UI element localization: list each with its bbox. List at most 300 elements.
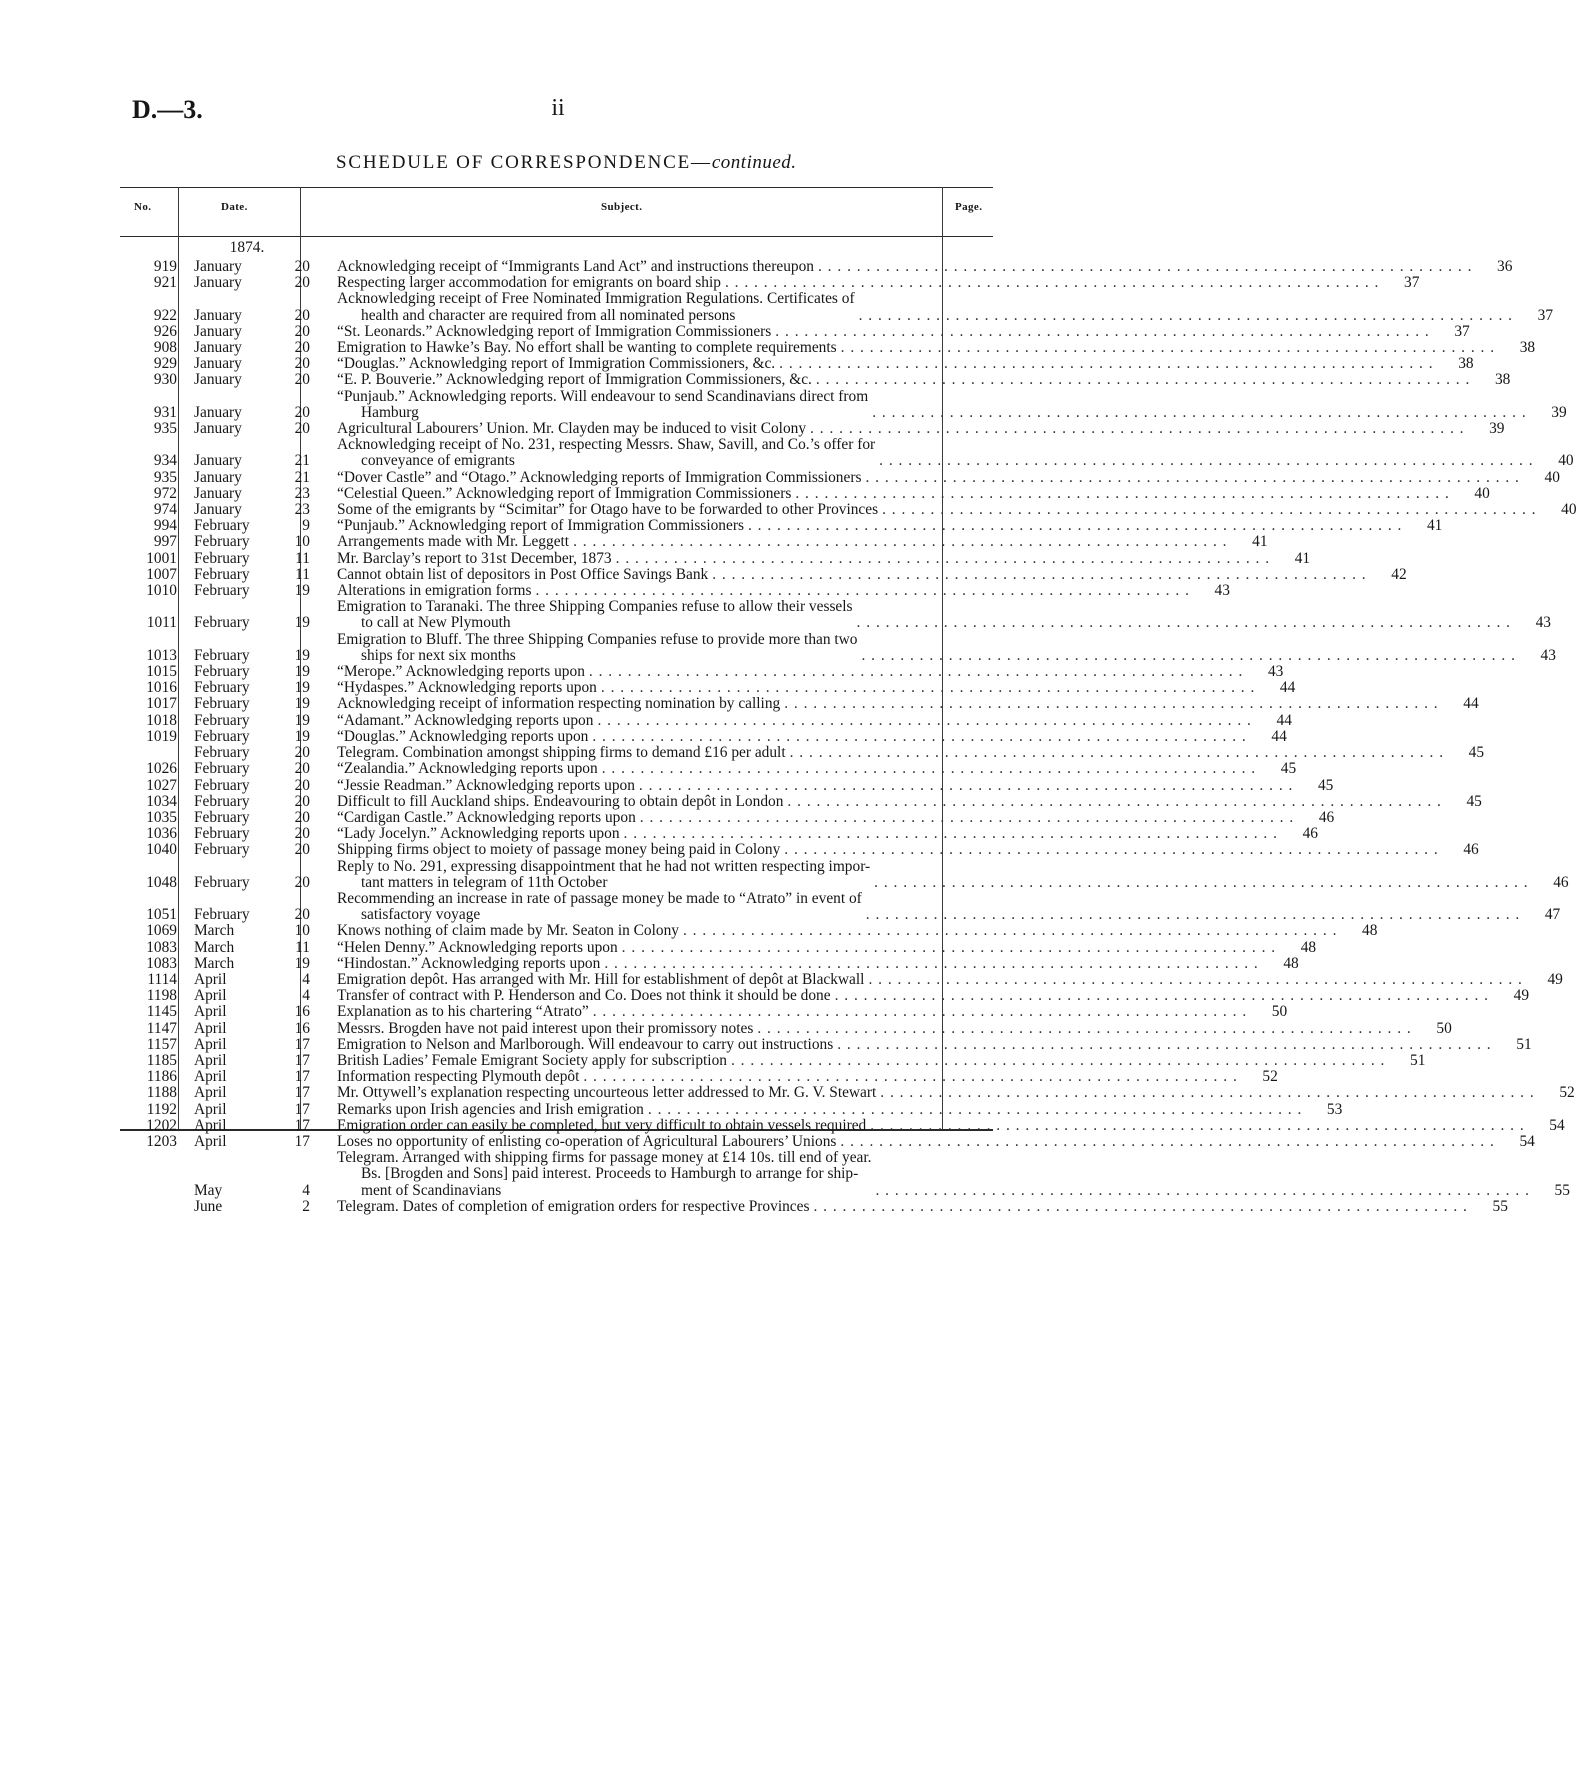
entry-month: May [194, 1181, 223, 1199]
entry-subject-line: Emigration to Hawke’s Bay. No effort shall be wanting to complete requirements [337, 339, 837, 357]
dot-leader: . . . . . . . . . . . . . . . . . . . . . . . . . . . . . . . . . . . . . . . . . . . . . . . . . . . . . . . . . . . . . . . . . . . . [840, 339, 1496, 357]
entry-subject [337, 340, 1495, 356]
table-row [132, 792, 1482, 810]
entry-month: April [194, 1035, 227, 1053]
entry-page: 54 [1519, 1132, 1535, 1150]
entry-subject-line: Emigration to Taranaki. The three Shipping Companies refuse to allow their vessels [337, 598, 853, 616]
page-title-suffix: continued. [711, 152, 797, 173]
table-row [132, 371, 1511, 389]
entry-day: 17 [294, 1116, 310, 1134]
table-row [132, 841, 1479, 859]
entry-subject-text [337, 534, 569, 550]
entry-day: 10 [294, 533, 310, 551]
table-row [132, 1068, 1278, 1086]
dot-leader: . . . . . . . . . . . . . . . . . . . . . . . . . . . . . . . . . . . . . . . . . . . . . . . . . . . . . . . . . . . . . . . . . . . . [615, 549, 1271, 567]
entry-page: 47 [1544, 906, 1561, 924]
entry-subject-line: Loses no opportunity of enlisting co-operation of Agricultural Labourers’ Unions [337, 1132, 837, 1150]
entry-subject-line: Acknowledging receipt of “Immigrants Land Act” and instructions thereupon [337, 258, 814, 275]
entry-subject-text [337, 988, 831, 1004]
entry-day: 20 [294, 306, 310, 324]
entry-month: April [194, 1084, 227, 1102]
entry-subject-line: Reply to No. 291, expressing disappointment that he had not written respecting impor- [337, 857, 871, 875]
entry-day: 19 [294, 614, 310, 632]
entry-number: 1114 [147, 970, 177, 988]
table-row [132, 549, 1311, 567]
entry-number: 908 [153, 339, 177, 357]
entry-month: January [194, 371, 242, 389]
table-row [132, 744, 1485, 762]
entry-subject-text [337, 761, 598, 777]
entry-month: February [194, 646, 250, 664]
entry-subject [337, 356, 1434, 372]
entry-month: February [194, 776, 250, 794]
dot-leader: . . . . . . . . . . . . . . . . . . . . . . . . . . . . . . . . . . . . . . . . . . . . . . . . . . . . . . . . . . . . . . . . . . . . [535, 582, 1190, 600]
entry-subject-text [337, 778, 635, 794]
entry-page: 36 [1497, 258, 1513, 275]
entry-subject-line: “Punjaub.” Acknowledging reports. Will endeavour to send Scandinavians direct from [337, 387, 869, 405]
entry-number: 1048 [146, 873, 177, 891]
entry-month: February [194, 906, 250, 924]
entry-day: 2 [302, 1197, 310, 1215]
dot-leader: . . . . . . . . . . . . . . . . . . . . . . . . . . . . . . . . . . . . . . . . . . . . . . . . . . . . . . . . . . . . . . . . . . . . [597, 711, 1252, 729]
entry-page: 40 [1474, 484, 1490, 502]
entry-day: 11 [295, 565, 310, 583]
entry-number: 1202 [146, 1116, 177, 1134]
entry-subject-line: Acknowledging receipt of No. 231, respecting Messrs. Shaw, Savill, and Co.’s offer for [337, 436, 876, 454]
year-label: 1874. [229, 239, 265, 256]
table-row [132, 630, 1556, 664]
entry-day: 20 [294, 371, 310, 389]
entry-day: 20 [294, 420, 310, 438]
entry-number: 1185 [146, 1051, 177, 1069]
entry-subject [337, 859, 1529, 891]
dot-leader: . . . . . . . . . . . . . . . . . . . . . . . . . . . . . . . . . . . . . . . . . . . . . . . . . . . . . . . . . . . . . . . . . . . . [712, 565, 1367, 583]
entry-subject-line: Explanation as to his chartering “Atrato” [337, 1003, 589, 1021]
entry-month: February [194, 695, 250, 713]
dot-leader: . . . . . . . . . . . . . . . . . . . . . . . . . . . . . . . . . . . . . . . . . . . . . . . . . . . . . . . . . . . . . . . . . . . . [621, 938, 1277, 956]
page-title [336, 152, 797, 174]
table-row [132, 533, 1268, 551]
table-row [132, 727, 1287, 745]
entry-month: April [194, 1051, 227, 1069]
entry-subject-text [337, 275, 721, 291]
entry-page: 55 [1492, 1197, 1508, 1215]
entry-day: 20 [294, 274, 310, 292]
entry-subject-line: “Jessie Readman.” Acknowledging reports upon [337, 776, 635, 794]
dot-leader: . . . . . . . . . . . . . . . . . . . . . . . . . . . . . . . . . . . . . . . . . . . . . . . . . . . . . . . . . . . . . . . . . . . . [757, 1019, 1412, 1037]
entry-page: 49 [1513, 987, 1530, 1005]
entry-month: February [194, 873, 250, 891]
entry-page: 37 [1537, 306, 1554, 324]
dot-leader: . . . . . . . . . . . . . . . . . . . . . . . . . . . . . . . . . . . . . . . . . . . . . . . . . . . . . . . . . . . . . . . . . . . . [592, 1003, 1248, 1021]
dot-leader: . . . . . . . . . . . . . . . . . . . . . . . . . . . . . . . . . . . . . . . . . . . . . . . . . . . . . . . . . . . . . . . . . . . . [817, 258, 1473, 275]
entry-number: 972 [153, 484, 177, 502]
correspondence-table [132, 239, 1577, 1215]
entry-page: 39 [1551, 403, 1567, 421]
dot-leader: . . . . . . . . . . . . . . . . . . . . . . . . . . . . . . . . . . . . . . . . . . . . . . . . . . . . . . . . . . . . . . . . . . . . [747, 517, 1403, 535]
entry-month: April [194, 1132, 227, 1150]
entry-subject-text [337, 664, 585, 680]
entry-month: April [194, 987, 227, 1005]
table-row [132, 501, 1577, 519]
entry-day: 23 [294, 501, 310, 519]
entry-month: January [194, 339, 242, 357]
entry-subject-text [337, 486, 791, 502]
entry-day: 21 [294, 452, 310, 470]
entry-subject [337, 842, 1439, 858]
entry-month: February [194, 711, 250, 729]
entry-subject-text [337, 713, 593, 729]
entry-subject [337, 534, 1228, 550]
dot-leader: . . . . . . . . . . . . . . . . . . . . . . . . . . . . . . . . . . . . . . . . . . . . . . . . . . . . . . . . . . . . . . . . . . . . [573, 533, 1228, 551]
entry-subject-line: “Lady Jocelyn.” Acknowledging reports upon [337, 825, 620, 843]
entry-number: 1007 [146, 565, 177, 583]
entry-month: June [194, 1197, 223, 1215]
page-header [0, 95, 1114, 135]
entry-subject-line: health and character are required from all nominated persons [361, 306, 736, 324]
entry-month: January [194, 468, 242, 486]
entry-subject [337, 437, 1534, 469]
entry-subject-line: Recommending an increase in rate of passage money be made to “Atrato” in event of [337, 889, 862, 907]
entry-subject-line: Messrs. Brogden have not paid interest upon their promissory notes [337, 1019, 754, 1037]
entry-day: 20 [294, 339, 310, 357]
entry-number: 922 [153, 306, 177, 324]
dot-leader: . . . . . . . . . . . . . . . . . . . . . . . . . . . . . . . . . . . . . . . . . . . . . . . . . . . . . . . . . . . . . . . . . . . . [647, 1100, 1303, 1118]
table-row [132, 1051, 1426, 1069]
entry-subject-line: “Adamant.” Acknowledging reports upon [337, 711, 594, 729]
entry-subject-line: “Zealandia.” Acknowledging reports upon [337, 760, 598, 778]
entry-month: January [194, 274, 242, 292]
entry-subject-line: “Punjaub.” Acknowledging report of Immigration Commissioners [337, 517, 744, 535]
column-header-date: Date. [221, 201, 248, 213]
entry-day: 4 [302, 970, 310, 988]
entry-subject-line: Remarks upon Irish agencies and Irish emigration [337, 1100, 644, 1118]
entry-number: 1051 [146, 906, 177, 924]
entry-day: 19 [294, 954, 310, 972]
entry-subject-text [337, 826, 620, 842]
entry-subject [337, 680, 1255, 696]
entry-day: 11 [295, 549, 310, 567]
entry-day: 19 [294, 582, 310, 600]
entry-month: February [194, 825, 250, 843]
entry-subject-line: Transfer of contract with P. Henderson and Co. Does not think it should be done [337, 987, 831, 1005]
entry-subject [337, 1102, 1302, 1118]
entry-page: 46 [1302, 825, 1318, 843]
entry-month: April [194, 1100, 227, 1118]
entry-page: 49 [1547, 970, 1563, 988]
entry-subject-text [337, 859, 870, 891]
entry-month: April [194, 1116, 227, 1134]
entry-subject [337, 324, 1430, 340]
entry-subject [337, 1118, 1525, 1134]
entry-day: 16 [294, 1003, 310, 1021]
entry-subject [337, 810, 1294, 826]
entry-subject-text [337, 794, 783, 810]
entry-page: 52 [1262, 1068, 1278, 1086]
dot-leader: . . . . . . . . . . . . . . . . . . . . . . . . . . . . . . . . . . . . . . . . . . . . . . . . . . . . . . . . . . . . . . . . . . . . [604, 954, 1259, 972]
entry-month: February [194, 727, 250, 745]
entry-subject-line: “Merope.” Acknowledging reports upon [337, 663, 585, 681]
entry-number: 1083 [146, 954, 177, 972]
dot-leader: . . . . . . . . . . . . . . . . . . . . . . . . . . . . . . . . . . . . . . . . . . . . . . . . . . . . . . . . . . . . . . . . . . . . [779, 355, 1434, 373]
table-row [132, 420, 1505, 438]
entry-month: February [194, 549, 250, 567]
entry-subject-line: Hamburg [361, 403, 419, 421]
entry-month: April [194, 1003, 227, 1021]
entry-subject [337, 696, 1439, 712]
entry-page: 45 [1280, 760, 1297, 778]
entry-subject-line: Emigration order can easily be completed, but very difficult to obtain vessels required [337, 1116, 867, 1134]
entry-number: 997 [153, 533, 177, 551]
entry-subject-line: Emigration to Bluff. The three Shipping Companies refuse to provide more than two [337, 630, 858, 648]
entry-page: 54 [1549, 1116, 1565, 1134]
entry-subject-text [337, 340, 837, 356]
dot-leader: . . . . . . . . . . . . . . . . . . . . . . . . . . . . . . . . . . . . . . . . . . . . . . . . . . . . . . . . . . . . . . . . . . . . [815, 371, 1471, 389]
table-row [132, 1149, 1570, 1199]
entry-subject-line: Acknowledging receipt of Free Nominated Immigration Regulations. Certificates of [337, 290, 855, 308]
entry-page: 44 [1279, 679, 1296, 697]
entry-month: January [194, 258, 242, 275]
entry-page: 40 [1544, 468, 1560, 486]
entry-subject [337, 1037, 1492, 1053]
entry-month: January [194, 322, 242, 340]
table-row [132, 760, 1297, 778]
entry-subject [337, 599, 1511, 631]
entry-day: 19 [294, 711, 310, 729]
entry-page: 46 [1463, 841, 1479, 859]
entry-month: April [194, 1019, 227, 1037]
entry-subject-line: Alterations in emigration forms [337, 582, 532, 600]
entry-subject-text [337, 1102, 644, 1118]
entry-month: February [194, 792, 250, 810]
entry-day: 19 [294, 646, 310, 664]
entry-subject-text [337, 291, 855, 323]
entry-subject [337, 891, 1520, 923]
entry-page: 40 [1558, 452, 1574, 470]
entry-subject-line: “Hydaspes.” Acknowledging reports upon [337, 679, 597, 697]
entry-subject-text [337, 696, 780, 712]
entry-page: 46 [1318, 808, 1335, 826]
page-number: ii [551, 95, 565, 121]
entry-subject-text [337, 324, 771, 340]
entry-subject-line: ships for next six months [361, 646, 516, 664]
dot-leader: . . . . . . . . . . . . . . . . . . . . . . . . . . . . . . . . . . . . . . . . . . . . . . . . . . . . . . . . . . . . . . . . . . . . [623, 825, 1278, 843]
entry-number: 974 [153, 501, 177, 519]
entry-page: 41 [1252, 533, 1268, 551]
entry-page: 43 [1267, 663, 1284, 681]
dot-leader: . . . . . . . . . . . . . . . . . . . . . . . . . . . . . . . . . . . . . . . . . . . . . . . . . . . . . . . . . . . . . . . . . . . . [879, 452, 1534, 470]
entry-day: 19 [294, 727, 310, 745]
entry-subject-text [337, 421, 806, 437]
table-top-rule [120, 187, 993, 188]
entry-number: 1019 [146, 727, 177, 745]
entry-month: April [194, 970, 227, 988]
entry-page: 38 [1519, 339, 1536, 357]
entry-subject-line: Shipping firms object to moiety of passage money being paid in Colony [337, 841, 781, 859]
dot-leader: . . . . . . . . . . . . . . . . . . . . . . . . . . . . . . . . . . . . . . . . . . . . . . . . . . . . . . . . . . . . . . . . . . . . [730, 1051, 1386, 1069]
dot-leader: . . . . . . . . . . . . . . . . . . . . . . . . . . . . . . . . . . . . . . . . . . . . . . . . . . . . . . . . . . . . . . . . . . . . [813, 1197, 1468, 1215]
entry-subject-line: ment of Scandinavians [361, 1181, 502, 1199]
entry-subject-text [337, 940, 618, 956]
entry-subject-line: “E. P. Bouverie.” Acknowledging report of Immigration Commissioners, &c. [337, 371, 812, 389]
entry-number: 931 [153, 403, 177, 421]
table-row [132, 679, 1296, 697]
entry-page: 39 [1489, 420, 1505, 438]
entry-month: April [194, 1068, 227, 1086]
entry-subject [337, 940, 1276, 956]
dot-leader: . . . . . . . . . . . . . . . . . . . . . . . . . . . . . . . . . . . . . . . . . . . . . . . . . . . . . . . . . . . . . . . . . . . . [882, 501, 1537, 519]
entry-subject-text [337, 583, 531, 599]
table-row [132, 1132, 1535, 1150]
entry-subject [337, 486, 1450, 502]
entry-page: 37 [1404, 274, 1420, 292]
entry-subject [337, 291, 1513, 323]
entry-subject-text [337, 680, 597, 696]
dot-leader: . . . . . . . . . . . . . . . . . . . . . . . . . . . . . . . . . . . . . . . . . . . . . . . . . . . . . . . . . . . . . . . . . . . . [856, 614, 1511, 632]
entry-subject-text [337, 1085, 876, 1101]
entry-subject [337, 729, 1247, 745]
entry-page: 50 [1271, 1003, 1288, 1021]
entry-day: 20 [294, 792, 310, 810]
entry-subject-text [337, 1150, 871, 1199]
entry-subject [337, 1021, 1412, 1037]
dot-leader: . . . . . . . . . . . . . . . . . . . . . . . . . . . . . . . . . . . . . . . . . . . . . . . . . . . . . . . . . . . . . . . . . . . . [638, 776, 1294, 794]
entry-number: 1016 [146, 679, 177, 697]
entry-month: February [194, 533, 250, 551]
entry-subject-text [337, 842, 780, 858]
entry-number: 1198 [146, 987, 177, 1005]
entry-day: 20 [294, 744, 310, 762]
dot-leader: . . . . . . . . . . . . . . . . . . . . . . . . . . . . . . . . . . . . . . . . . . . . . . . . . . . . . . . . . . . . . . . . . . . . [724, 274, 1380, 292]
entry-day: 17 [294, 1068, 310, 1086]
entry-number: 1011 [146, 614, 177, 632]
table-row [132, 339, 1536, 357]
entry-subject [337, 372, 1470, 388]
entry-subject-line: Mr. Ottywell’s explanation respecting uncourteous letter addressed to Mr. G. V. Stewart [337, 1084, 877, 1102]
entry-day: 17 [294, 1100, 310, 1118]
entry-number: 930 [153, 371, 177, 389]
entry-number: 1186 [146, 1068, 177, 1086]
table-row [132, 663, 1284, 681]
dot-leader: . . . . . . . . . . . . . . . . . . . . . . . . . . . . . . . . . . . . . . . . . . . . . . . . . . . . . . . . . . . . . . . . . . . . [784, 695, 1439, 713]
entry-number: 1013 [146, 646, 177, 664]
entry-day: 20 [294, 841, 310, 859]
entry-page: 45 [1466, 792, 1482, 810]
entry-day: 20 [294, 322, 310, 340]
entry-month: February [194, 679, 250, 697]
entry-page: 50 [1436, 1019, 1452, 1037]
entry-month: January [194, 484, 242, 502]
entry-day: 4 [302, 987, 310, 1005]
dot-leader: . . . . . . . . . . . . . . . . . . . . . . . . . . . . . . . . . . . . . . . . . . . . . . . . . . . . . . . . . . . . . . . . . . . . [810, 420, 1465, 438]
entry-subject-line: conveyance of emigrants [361, 452, 515, 470]
entry-subject [337, 1069, 1238, 1085]
entry-page: 53 [1326, 1100, 1343, 1118]
entry-day: 20 [294, 906, 310, 924]
entry-subject-line: Some of the emigrants by “Scimitar” for Otago have to be forwarded to other Provinces [337, 501, 879, 519]
table-row [132, 954, 1299, 972]
entry-subject-line: “St. Leonards.” Acknowledging report of Immigration Commissioners [337, 322, 772, 340]
entry-number: 1035 [146, 808, 177, 826]
entry-subject-text [337, 502, 878, 518]
table-row [132, 857, 1569, 891]
entry-day: 20 [294, 760, 310, 778]
entry-subject-text [337, 599, 853, 631]
entry-page: 37 [1454, 322, 1470, 340]
entry-subject-line: “Douglas.” Acknowledging reports upon [337, 727, 589, 745]
dot-leader: . . . . . . . . . . . . . . . . . . . . . . . . . . . . . . . . . . . . . . . . . . . . . . . . . . . . . . . . . . . . . . . . . . . . [868, 970, 1523, 988]
entry-number: 934 [153, 452, 177, 470]
entry-subject-text [337, 437, 875, 469]
entry-day: 20 [294, 776, 310, 794]
dot-leader: . . . . . . . . . . . . . . . . . . . . . . . . . . . . . . . . . . . . . . . . . . . . . . . . . . . . . . . . . . . . . . . . . . . . [840, 1132, 1495, 1150]
entry-number: 1145 [146, 1003, 177, 1021]
entry-subject-text [337, 389, 868, 421]
entry-subject-line: tant matters in telegram of 11th October [361, 873, 608, 891]
entry-number: 1001 [146, 549, 177, 567]
entry-month: February [194, 663, 250, 681]
entry-subject [337, 1150, 1530, 1199]
table-row [132, 517, 1443, 535]
header-bottom-rule [120, 236, 993, 237]
entry-number: 926 [153, 322, 177, 340]
entry-subject [337, 745, 1444, 761]
entry-page: 48 [1362, 922, 1378, 940]
entry-page: 38 [1458, 355, 1474, 373]
entry-subject-line: Emigration depôt. Has arranged with Mr. Hill for establishment of depôt at Blackwall [337, 970, 865, 988]
table-row [132, 387, 1567, 421]
entry-subject-text [337, 972, 864, 988]
entry-subject-text [337, 1021, 753, 1037]
entry-subject-text [337, 1037, 833, 1053]
entry-page: 48 [1300, 938, 1317, 956]
page-title-main: SCHEDULE OF CORRESPONDENCE— [336, 152, 712, 173]
dot-leader: . . . . . . . . . . . . . . . . . . . . . . . . . . . . . . . . . . . . . . . . . . . . . . . . . . . . . . . . . . . . . . . . . . . . [865, 468, 1520, 486]
table-row [132, 889, 1561, 924]
entry-subject-text [337, 356, 775, 372]
entry-month: February [194, 760, 250, 778]
entry-subject [337, 761, 1256, 777]
entry-subject [337, 778, 1293, 794]
table-row [132, 808, 1335, 826]
entry-page: 51 [1410, 1051, 1426, 1069]
entry-subject [337, 567, 1367, 583]
entry-day: 20 [294, 825, 310, 843]
entry-subject-text [337, 1134, 836, 1150]
entry-subject-line: Telegram. Combination amongst shipping firms to demand £16 per adult [337, 744, 786, 762]
entry-subject-line: Information respecting Plymouth depôt [337, 1068, 580, 1086]
dot-leader: . . . . . . . . . . . . . . . . . . . . . . . . . . . . . . . . . . . . . . . . . . . . . . . . . . . . . . . . . . . . . . . . . . . . [639, 808, 1295, 826]
entry-subject [337, 713, 1252, 729]
entry-page: 52 [1559, 1084, 1575, 1102]
entry-day: 20 [294, 808, 310, 826]
entry-month: February [194, 565, 250, 583]
entry-day: 20 [294, 258, 310, 275]
entry-subject [337, 421, 1464, 437]
entry-subject [337, 988, 1489, 1004]
entry-subject [337, 275, 1379, 291]
entry-subject-text [337, 632, 857, 664]
entry-number: 994 [153, 517, 177, 535]
entry-subject-text [337, 891, 862, 923]
entry-number: 919 [153, 258, 177, 275]
table-row [132, 258, 1513, 275]
entry-number: 1034 [146, 792, 177, 810]
entry-number: 1069 [146, 922, 177, 940]
dot-leader: . . . . . . . . . . . . . . . . . . . . . . . . . . . . . . . . . . . . . . . . . . . . . . . . . . . . . . . . . . . . . . . . . . . . [872, 403, 1527, 421]
entry-month: January [194, 501, 242, 519]
entry-page: 48 [1283, 954, 1299, 972]
